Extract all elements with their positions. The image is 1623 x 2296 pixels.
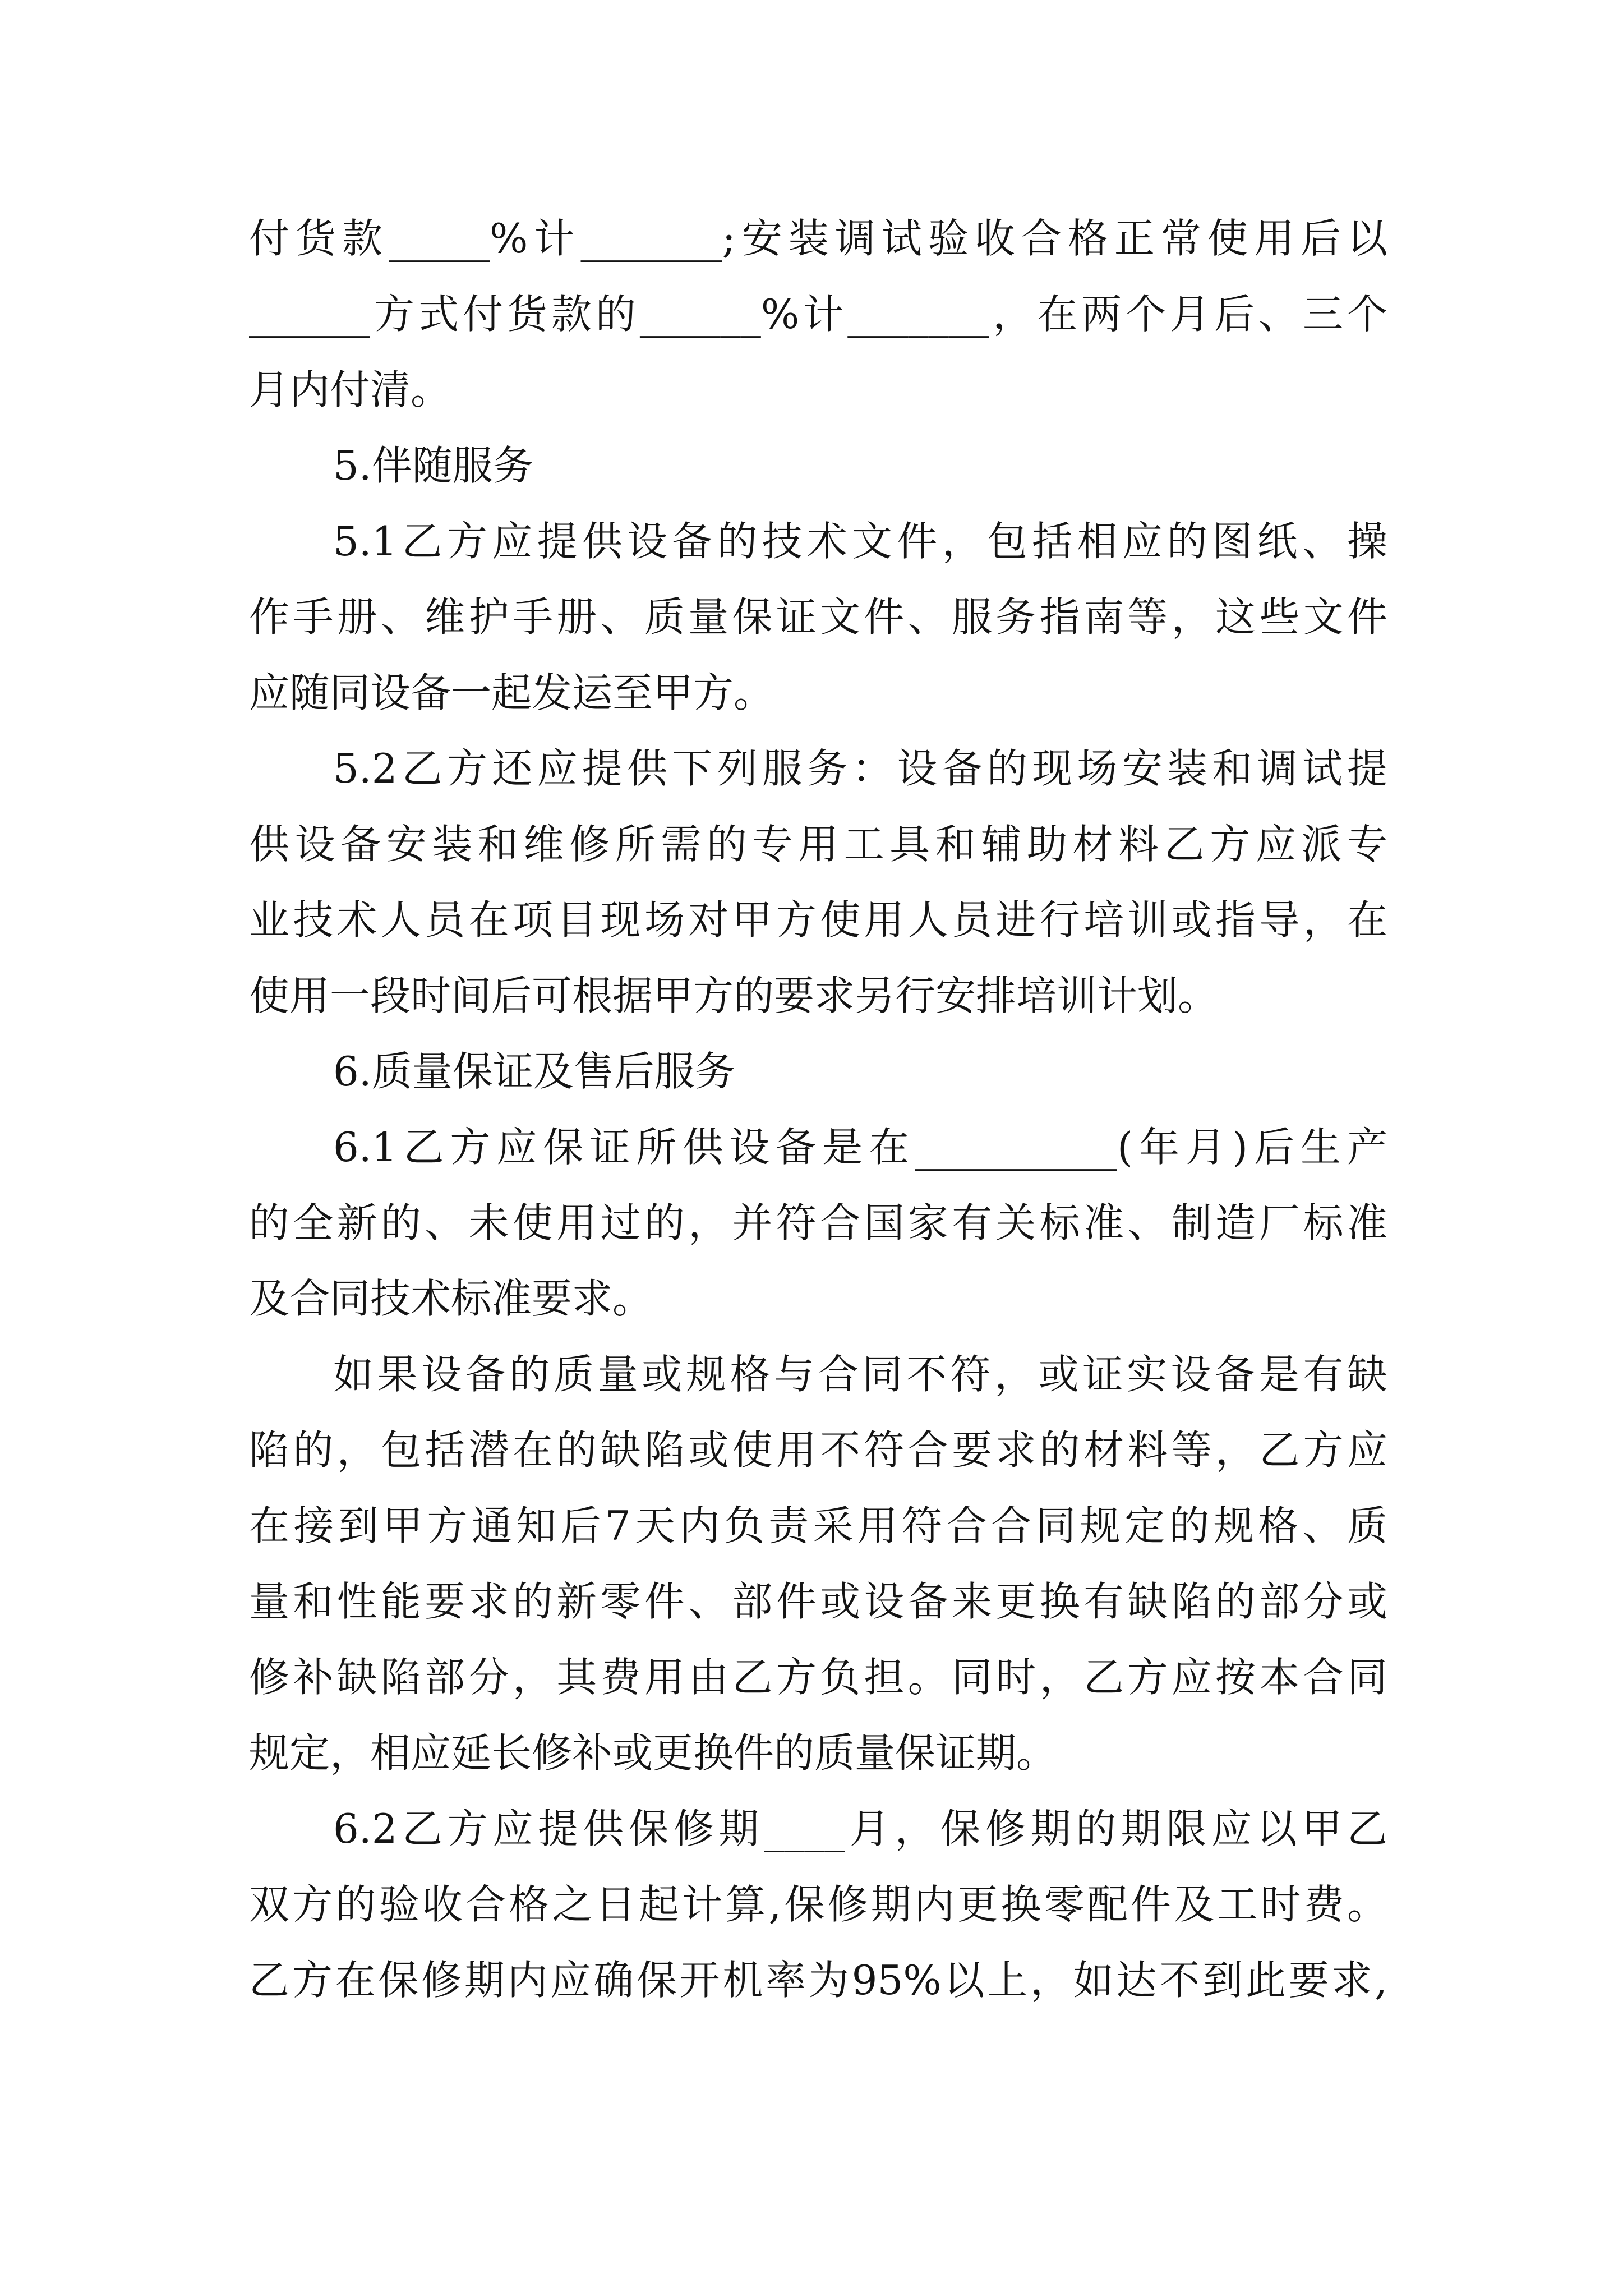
text-line: ______方式付货款的______%计_______，在两个月后、三个: [249, 291, 1387, 338]
text-line: 及合同技术标准要求。: [249, 1275, 653, 1322]
text-line: 使用一段时间后可根据甲方的要求另行安排培训计划。: [249, 972, 1219, 1019]
text-line: 陷的，包括潜在的缺陷或使用不符合要求的材料等，乙方应: [249, 1427, 1387, 1474]
text-line: 月内付清。: [249, 366, 451, 413]
text-line: 乙方在保修期内应确保开机率为95%以上，如达不到此要求,: [249, 1957, 1387, 2004]
text-line: 作手册、维护手册、质量保证文件、服务指南等，这些文件: [249, 593, 1387, 641]
text-line: 5.2乙方还应提供下列服务：设备的现场安装和调试提: [333, 745, 1387, 792]
text-line: 业技术人员在项目现场对甲方使用人员进行培训或指导，在: [249, 896, 1387, 944]
text-line: 量和性能要求的新零件、部件或设备来更换有缺陷的部分或: [249, 1578, 1387, 1625]
text-line: 规定，相应延长修补或更换件的质量保证期。: [249, 1729, 1057, 1777]
text-line: 双方的验收合格之日起计算,保修期内更换零配件及工时费。: [249, 1881, 1387, 1928]
text-line: 供设备安装和维修所需的专用工具和辅助材料乙方应派专: [249, 821, 1387, 868]
text-line: 在接到甲方通知后7天内负责采用符合合同规定的规格、质: [249, 1502, 1387, 1549]
text-line: 5.伴随服务: [333, 442, 533, 489]
text-line: 6.2乙方应提供保修期____月，保修期的期限应以甲乙: [333, 1805, 1387, 1852]
text-line: 付货款_____%计_______;安装调试验收合格正常使用后以: [249, 215, 1387, 262]
text-line: 应随同设备一起发运至甲方。: [249, 669, 774, 716]
text-line: 的全新的、未使用过的，并符合国家有关标准、制造厂标准: [249, 1199, 1387, 1246]
text-line: 修补缺陷部分，其费用由乙方负担。同时，乙方应按本合同: [249, 1654, 1387, 1701]
text-line: 5.1乙方应提供设备的技术文件，包括相应的图纸、操: [333, 518, 1387, 565]
text-line: 6.质量保证及售后服务: [333, 1048, 735, 1095]
text-line: 6.1乙方应保证所供设备是在__________(年月)后生产: [333, 1124, 1387, 1171]
text-line: 如果设备的质量或规格与合同不符，或证实设备是有缺: [333, 1351, 1387, 1398]
